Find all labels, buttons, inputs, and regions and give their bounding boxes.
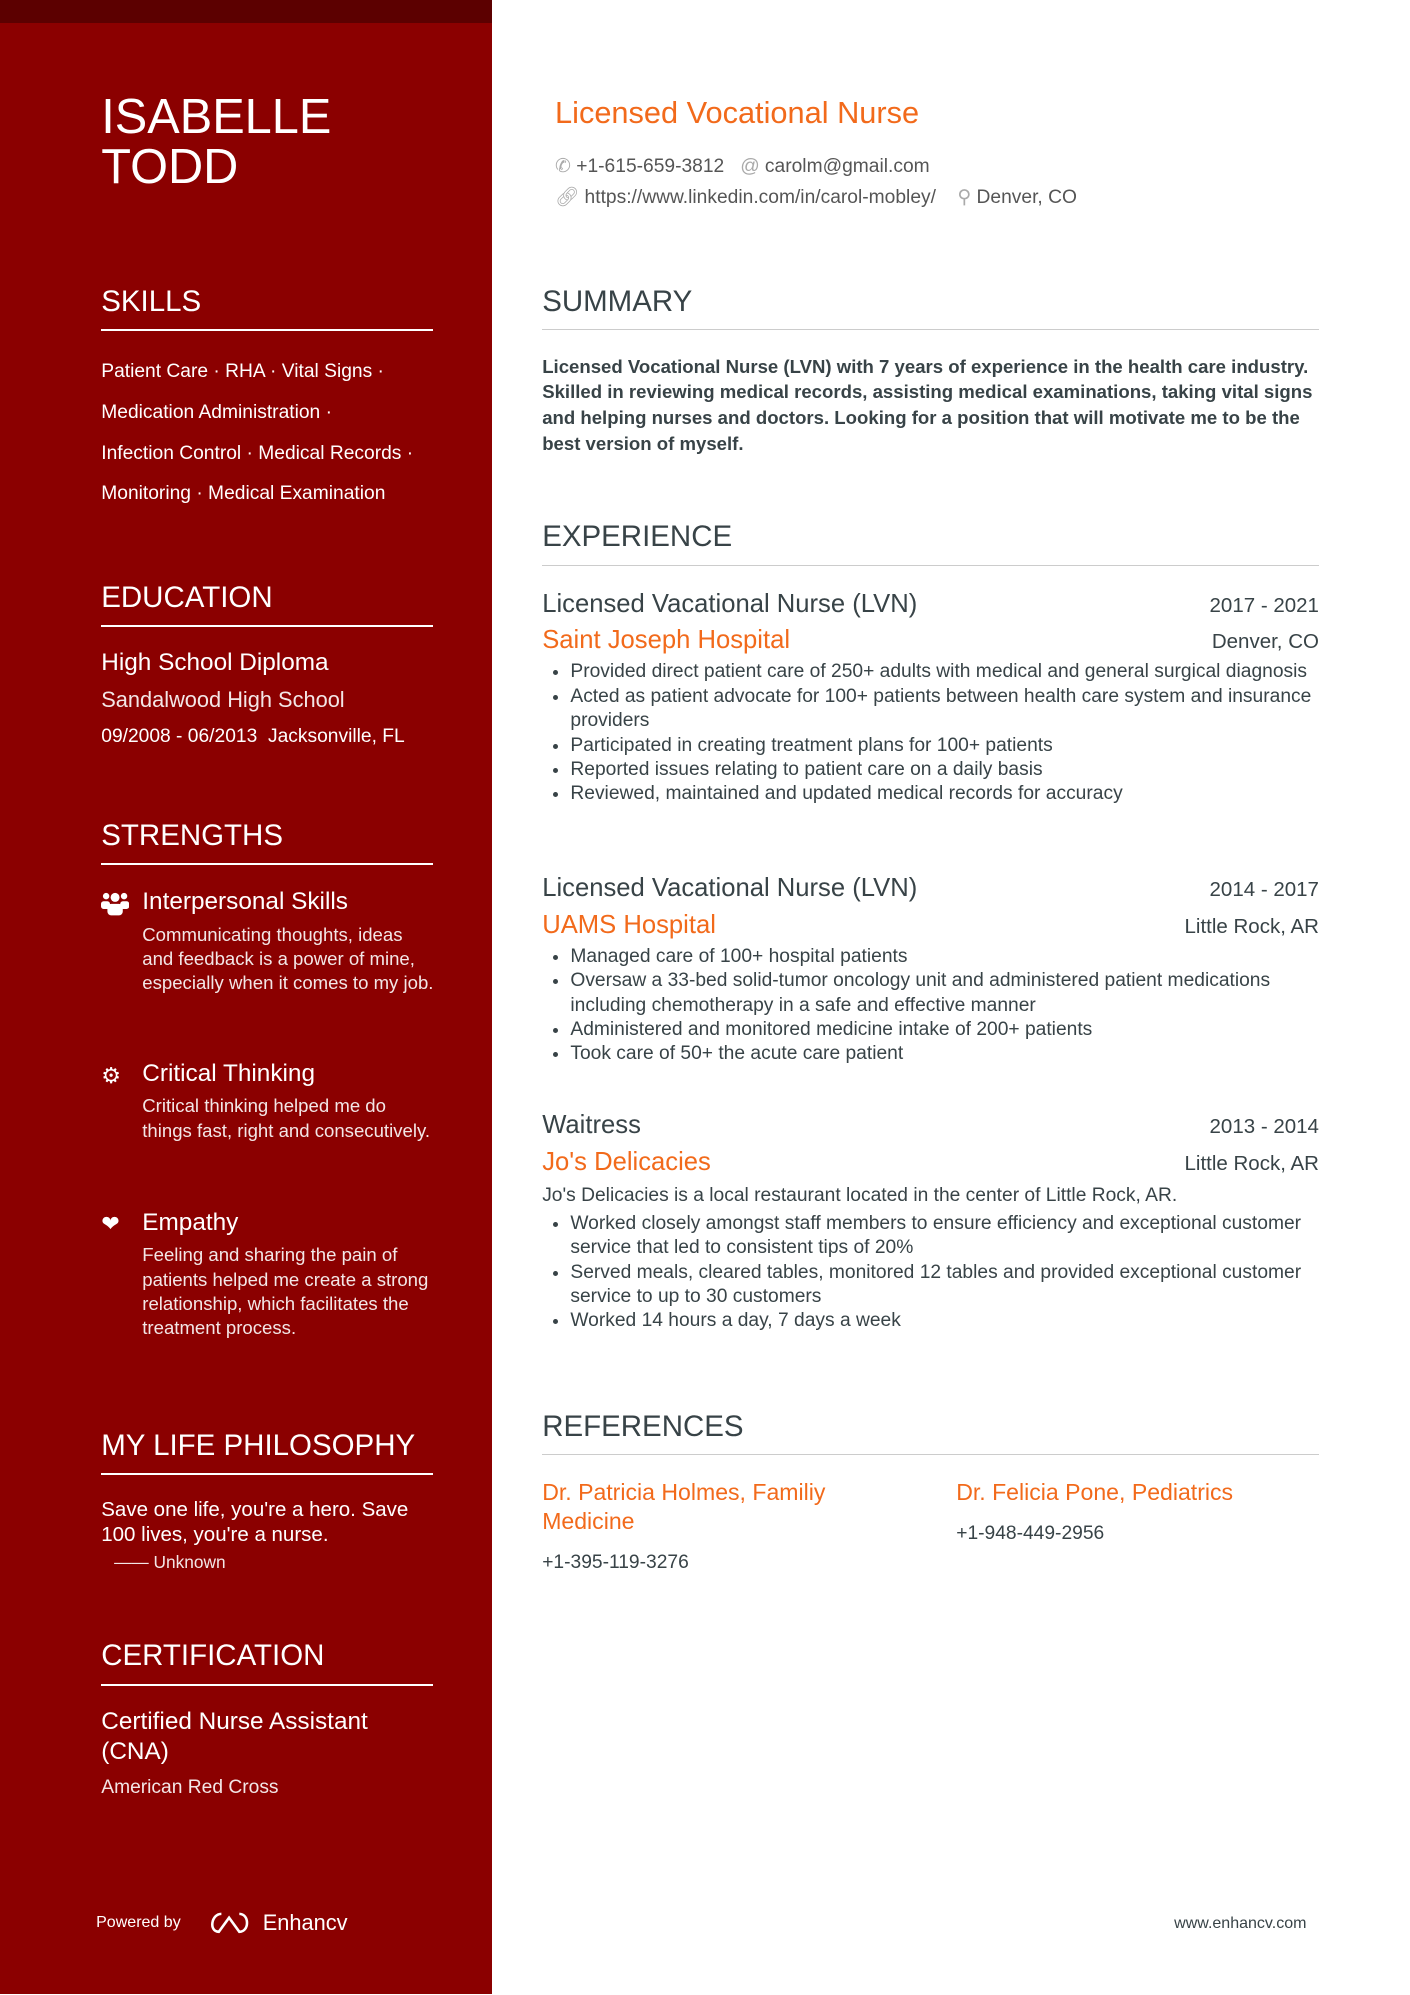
quote-text: Save one life, you're a hero. Save 100 lives, you're a nurse.: [101, 1498, 409, 1546]
skills-line: Monitoring · Medical Examination: [101, 483, 386, 505]
reference-phone: +1-948-449-2956: [956, 1522, 1105, 1544]
bullet: • Worked 14 hours a day, 7 days a week: [570, 1309, 1319, 1333]
job-title: Licensed Vacational Nurse (LVN): [542, 874, 918, 903]
contact-row-2: [555, 185, 1077, 209]
job-bullets: [542, 1212, 1319, 1334]
gears-icon: ⚙: [101, 1062, 121, 1088]
bullet: • Administered and monitored medicine intake of 200+ patients: [570, 1018, 1319, 1042]
summary-heading: SUMMARY: [542, 285, 1319, 330]
certification-entry: [101, 1707, 434, 1798]
philosophy-heading: MY LIFE PHILOSOPHY: [101, 1429, 433, 1475]
quote-author: Unknown: [153, 1552, 226, 1573]
skills-list: [101, 352, 447, 515]
school: Sandalwood High School: [101, 686, 345, 712]
experience-entry: [542, 874, 1319, 1067]
reference-item: [956, 1478, 1328, 1545]
skills-line: Infection Control · Medical Records ·: [101, 442, 414, 464]
users-icon: [101, 891, 129, 917]
last-name: TODD: [101, 140, 239, 195]
education-entry: [101, 649, 460, 748]
job-bullets: [542, 945, 1319, 1067]
certification-issuer: American Red Cross: [101, 1776, 279, 1798]
experience-heading: EXPERIENCE: [542, 520, 1319, 565]
link-icon: 🔗︎: [555, 186, 580, 208]
skills-heading: SKILLS: [101, 285, 433, 331]
job-title: Waitress: [542, 1111, 641, 1140]
enhancv-logo-icon: [206, 1910, 252, 1936]
bullet: • Worked closely amongst staff members to ensure efficiency and exceptional customer service that led to consistent tips of 20%: [570, 1212, 1319, 1261]
job-bullets: [542, 660, 1319, 806]
job-location: Denver, CO: [1211, 630, 1319, 654]
sidebar: [0, 0, 492, 1994]
bullet: • Acted as patient advocate for 100+ patients between health care system and insurance providers: [570, 685, 1319, 734]
first-name: ISABELLE: [101, 90, 332, 145]
strength-item: [101, 888, 434, 995]
candidate-name: [101, 90, 332, 195]
enhancv-brand: Enhancv: [262, 1909, 348, 1935]
company: UAMS Hospital: [542, 910, 716, 939]
email[interactable]: carolm@gmail.com: [764, 155, 930, 177]
reference-name: Dr. Patricia Holmes, Familiy Medicine: [542, 1478, 826, 1535]
strengths-heading: STRENGTHS: [101, 819, 433, 865]
job-location: Little Rock, AR: [1184, 914, 1319, 938]
experience-entry: [542, 1111, 1319, 1333]
company-description: Jo's Delicacies is a local restaurant located in the center of Little Rock, AR.: [542, 1184, 1178, 1206]
education-dates: 09/2008 - 06/2013: [101, 725, 258, 747]
certification-heading: CERTIFICATION: [101, 1639, 433, 1685]
philosophy-quote: Save one life, you're a hero. Save 100 lives, you're a nurse. —— Unknown: [101, 1498, 434, 1573]
headline: Licensed Vocational Nurse: [555, 94, 920, 130]
strength-title: Critical Thinking: [142, 1060, 315, 1088]
strength-title: Empathy: [142, 1208, 239, 1236]
enhancv-logo: [206, 1910, 347, 1936]
bullet: • Oversaw a 33-bed solid-tumor oncology unit and administered patient medications including chemotherapy in a safe and effective manner: [570, 969, 1319, 1018]
company: Jo's Delicacies: [542, 1148, 711, 1176]
references-heading: REFERENCES: [542, 1410, 1319, 1455]
reference-name: Dr. Felicia Pone, Pediatrics: [956, 1478, 1234, 1505]
strength-description: Critical thinking helped me do things fast, right and consecutively.: [142, 1095, 431, 1141]
education-heading: EDUCATION: [101, 581, 433, 627]
website-link[interactable]: www.enhancv.com: [1174, 1913, 1307, 1932]
contact-row-1: [555, 154, 930, 178]
reference-item: [542, 1478, 914, 1574]
strength-title: Interpersonal Skills: [142, 888, 348, 916]
education-location: Jacksonville, FL: [267, 725, 405, 747]
phone[interactable]: +1-615-659-3812: [576, 155, 725, 177]
strength-item: [101, 1060, 434, 1143]
linkedin-link[interactable]: https://www.linkedin.com/in/carol-mobley/: [584, 186, 936, 208]
phone-icon: ✆: [555, 155, 572, 177]
strength-description: Communicating thoughts, ideas and feedback is a power of mine, especially when it comes to my job.: [142, 923, 434, 994]
bullet: • Participated in creating treatment plans for 100+ patients: [570, 734, 1319, 758]
bullet: • Served meals, cleared tables, monitored 12 tables and provided exceptional customer service to up to 30 customers: [570, 1261, 1319, 1310]
powered-by-label: Powered by: [96, 1913, 181, 1932]
bullet: • Reviewed, maintained and updated medical records for accuracy: [570, 782, 1319, 806]
powered-by[interactable]: [96, 1910, 347, 1936]
bullet: • Provided direct patient care of 250+ adults with medical and general surgical diagnosis: [570, 660, 1319, 684]
skills-line: Medication Administration ·: [101, 402, 332, 424]
job-title: Licensed Vacational Nurse (LVN): [542, 589, 918, 618]
job-dates: 2017 - 2021: [1209, 593, 1319, 617]
strength-item: [101, 1209, 434, 1341]
location: Denver, CO: [976, 186, 1077, 208]
location-pin-icon: ⚲: [957, 186, 972, 208]
degree: High School Diploma: [101, 648, 329, 676]
summary-text: Licensed Vocational Nurse (LVN) with 7 years of experience in the health care industry. Skilled in reviewing medical records, assisting medical examinations, taking vital signs and helping nurses and doctors. Looking for a position that will motivate me to be the best version of myself.: [542, 355, 1313, 454]
job-dates: 2013 - 2014: [1209, 1115, 1319, 1139]
job-location: Little Rock, AR: [1184, 1152, 1319, 1175]
company: Saint Joseph Hospital: [542, 626, 791, 655]
certification-name: Certified Nurse Assistant (CNA): [101, 1708, 368, 1765]
top-band: [0, 0, 492, 23]
reference-phone: +1-395-119-3276: [542, 1552, 689, 1574]
bullet: • Managed care of 100+ hospital patients: [570, 945, 1319, 969]
bullet: • Took care of 50+ the acute care patient: [570, 1042, 1319, 1066]
strength-description: Feeling and sharing the pain of patients helped me create a strong relationship, which facilitates the treatment process.: [142, 1244, 429, 1339]
job-dates: 2014 - 2017: [1209, 878, 1319, 902]
experience-entry: [542, 590, 1319, 807]
skills-line: Patient Care · RHA · Vital Signs ·: [101, 361, 384, 383]
bullet: • Reported issues relating to patient care on a daily basis: [570, 758, 1319, 782]
hand-heart-icon: ❤: [101, 1211, 120, 1237]
at-icon: @: [740, 155, 760, 177]
